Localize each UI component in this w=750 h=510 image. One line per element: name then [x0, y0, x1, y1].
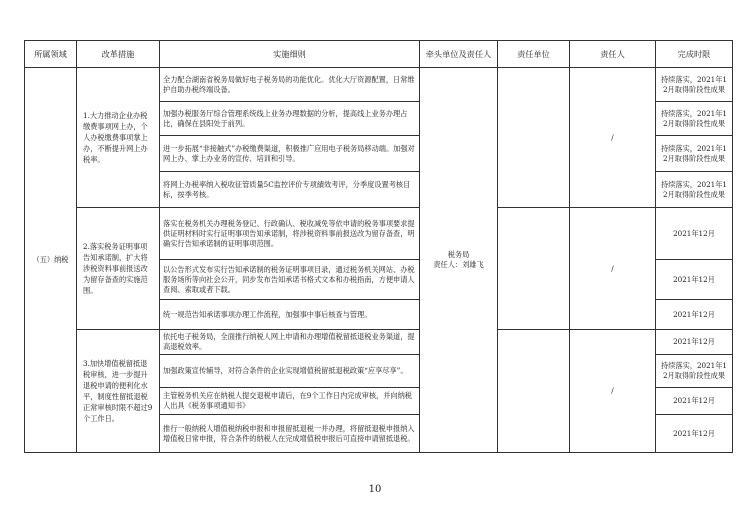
- table-row: [25, 330, 733, 355]
- deadline-cell: 持续落实，2021年12月取得阶段性成果: [656, 68, 733, 102]
- resp-person-cell: /: [570, 330, 656, 453]
- deadline-cell: 2021年12月: [656, 208, 733, 260]
- detail-cell: 以公告形式发布实行告知承诺制的税务证明事项目录，通过税务机关网站、办税服务场所等向社会公开，同步发布告知承诺书格式文本和办税指南，方便申请人查阅、索取或者下载。: [160, 260, 420, 300]
- resp-person-cell: /: [570, 208, 656, 330]
- detail-cell: 依托电子税务局，全面推行纳税人网上申请和办理增值税留抵退税业务渠道，提高退税效率。: [160, 330, 420, 355]
- detail-cell: 加强政策宣传辅导，对符合条件的企业实现增值税留抵退税政策“应享尽享”。: [160, 355, 420, 388]
- detail-cell: 进一步拓展“非接触式”办税缴费渠道，积极推广应用电子税务局移动端。加强对网上办、掌上办业务的宣传、培训和引导。: [160, 136, 420, 172]
- detail-cell: 统一规范告知承诺事项办理工作流程，加强事中事后核查与管理。: [160, 300, 420, 330]
- field-cell: （五）纳税: [25, 68, 77, 453]
- detail-cell: 落实在税务机关办理税务登记、行政确认、税收减免等依申请的税务事项要求提供证明材料时实行证明事项告知承诺制，将涉税资料事前报送改为留存备查，明确实行告知承诺制的证明事项范围。: [160, 208, 420, 260]
- header-detail: 实施细则: [160, 41, 420, 68]
- detail-cell: 将网上办税率纳入税收征管质量5C监控评价专项績效考评，分季度设置考核目标，按季考核。: [160, 172, 420, 208]
- resp-unit-cell: [498, 330, 570, 453]
- header-row: [25, 41, 733, 68]
- resp-person-cell: /: [570, 68, 656, 208]
- measure-cell: 3.加快增值税留抵退税审核，进一步提升退税申请的便利化水平，制度性留抵退税正常审核时限不超过9个工作日。: [77, 330, 160, 453]
- deadline-cell: 2021年12月: [656, 415, 733, 453]
- detail-cell: 全力配合湖南省税务局做好电子税务局的功能优化。优化大厅资源配置，日常维护自助办税终端设备。: [160, 68, 420, 102]
- reform-table: [24, 40, 733, 453]
- deadline-cell: 持续落实，2021年12月取得阶段性成果: [656, 172, 733, 208]
- detail-cell: 主管税务机关应在纳税人提交退税申请后，在9个工作日内完成审核，并向纳税人出具《税务事项通知书》: [160, 388, 420, 415]
- table-row: [25, 208, 733, 260]
- detail-cell: 加强办税服务厅综合管理系统线上业务办理数据的分析，提高线上业务办理占比，确保在县阳处于前列。: [160, 102, 420, 136]
- lead-person: 责任人：刘雄飞: [433, 260, 484, 269]
- measure-cell: 1.大力推动企业办税缴费事项网上办，个人办税缴费事项掌上办，不断提升网上办税率。: [77, 68, 160, 208]
- detail-cell: 推行一般纳税人增值税纳税申报和申报留抵退税一并办理，将留抵退税申报纳入增值税日常申报，符合条件的纳税人在完成增值税申报后可直接申请留抵退税。: [160, 415, 420, 453]
- measure-cell: 2.落实税务证明事项告知承诺制，扩大将涉税资料事前报送改为留存备查的实施范围。: [77, 208, 160, 330]
- deadline-cell: 2021年12月: [656, 388, 733, 415]
- header-deadline: 完成时限: [656, 41, 733, 68]
- header-lead: 牵头单位及责任人: [420, 41, 498, 68]
- header-field: 所属领域: [25, 41, 77, 68]
- resp-unit-cell: [498, 208, 570, 330]
- header-resp-person: 责任人: [570, 41, 656, 68]
- deadline-cell: 2021年12月: [656, 260, 733, 300]
- header-measure: 改革措施: [77, 41, 160, 68]
- page-number: 10: [368, 484, 382, 495]
- deadline-cell: 持续落实，2021年12月取得阶段性成果: [656, 355, 733, 388]
- lead-unit: 税务局: [447, 250, 470, 259]
- header-resp-unit: 责任单位: [498, 41, 570, 68]
- lead-cell: [420, 68, 498, 453]
- deadline-cell: 持续落实，2021年12月取得阶段性成果: [656, 102, 733, 136]
- table-row: [25, 68, 733, 102]
- deadline-cell: 2021年12月: [656, 300, 733, 330]
- deadline-cell: 持续落实，2021年12月取得阶段性成果: [656, 136, 733, 172]
- resp-unit-cell: [498, 68, 570, 208]
- deadline-cell: 2021年12月: [656, 330, 733, 355]
